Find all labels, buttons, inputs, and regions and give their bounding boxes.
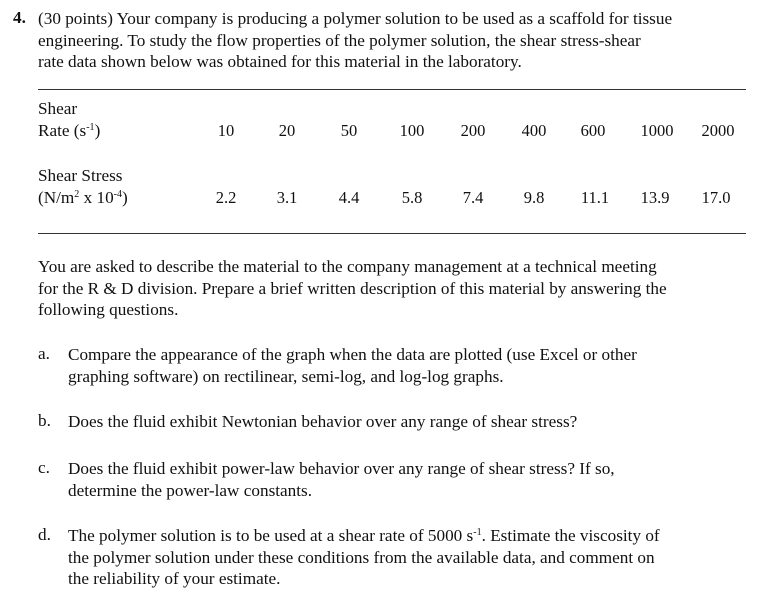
task-description	[38, 256, 746, 321]
question-line: the reliability of your estimate.	[68, 569, 281, 588]
shear-stress-cell: 5.8	[401, 188, 423, 207]
shear-stress-cell: 7.4	[462, 188, 484, 207]
shear-stress-cell: 17.0	[701, 188, 731, 207]
shear-stress-cell: 9.8	[523, 188, 545, 207]
shear-rate-cell: 50	[340, 121, 358, 140]
shear-stress-cell: 3.1	[276, 188, 298, 207]
shear-stress-cell: 13.9	[640, 188, 670, 207]
shear-stress-label-line1: Shear Stress	[38, 166, 123, 185]
shear-stress-label	[38, 165, 128, 209]
shear-rate-label	[38, 98, 100, 142]
shear-rate-cell: 1000	[640, 121, 674, 140]
shear-rate-cell: 20	[278, 121, 296, 140]
task-line: following questions.	[38, 300, 179, 319]
shear-rate-cell: 10	[217, 121, 235, 140]
question-text	[68, 344, 746, 387]
task-line: You are asked to describe the material to the company management at a technical meeting	[38, 257, 657, 276]
question-line: Does the fluid exhibit Newtonian behavior over any range of shear stress?	[68, 412, 578, 431]
question-line: Does the fluid exhibit power-law behavior over any range of shear stress? If so,	[68, 459, 615, 478]
question-text	[68, 458, 746, 501]
shear-rate-label-line1: Shear	[38, 99, 78, 118]
problem-intro	[38, 8, 746, 73]
intro-line: (30 points) Your company is producing a polymer solution to be used as a scaffold for tissue	[38, 9, 673, 28]
question-letter: c.	[38, 458, 50, 477]
shear-rate-cell: 200	[460, 121, 486, 140]
question-line: Compare the appearance of the graph when the data are plotted (use Excel or other	[68, 345, 637, 364]
task-line: for the R & D division. Prepare a brief written description of this material by answering the	[38, 278, 667, 298]
question-text	[68, 525, 746, 590]
shear-rate-label-line2: Rate $(s^{-1})$	[38, 121, 101, 140]
table-top-rule	[38, 89, 746, 90]
shear-stress-label-line2: ($N/m^2$ x $10^{-4}$)	[38, 188, 128, 207]
question-text	[68, 411, 746, 433]
question-line: graphing software) on rectilinear, semi-log, and log-log graphs.	[68, 366, 504, 386]
question-line: The polymer solution is to be used at a shear rate of 5000 $s^{-1}$. Estimate the viscosity of	[68, 526, 660, 545]
shear-rate-cell: 100	[399, 121, 425, 140]
problem-number: 4.	[13, 8, 26, 27]
shear-rate-cell: 600	[580, 121, 606, 140]
shear-stress-cell: 2.2	[215, 188, 237, 207]
table-bottom-rule	[38, 233, 746, 234]
question-line: determine the power-law constants.	[68, 480, 313, 500]
shear-stress-cell: 4.4	[338, 188, 360, 207]
question-letter: a.	[38, 344, 50, 363]
question-letter: d.	[38, 525, 51, 544]
shear-rate-cell: 2000	[701, 121, 735, 140]
intro-line: engineering. To study the flow properties of the polymer solution, the shear stress-shear	[38, 30, 641, 50]
shear-stress-cell: 11.1	[580, 188, 610, 207]
intro-line: rate data shown below was obtained for this material in the laboratory.	[38, 52, 522, 71]
question-line: the polymer solution under these conditions from the available data, and comment on	[68, 547, 655, 567]
question-letter: b.	[38, 411, 51, 430]
shear-rate-cell: 400	[521, 121, 547, 140]
